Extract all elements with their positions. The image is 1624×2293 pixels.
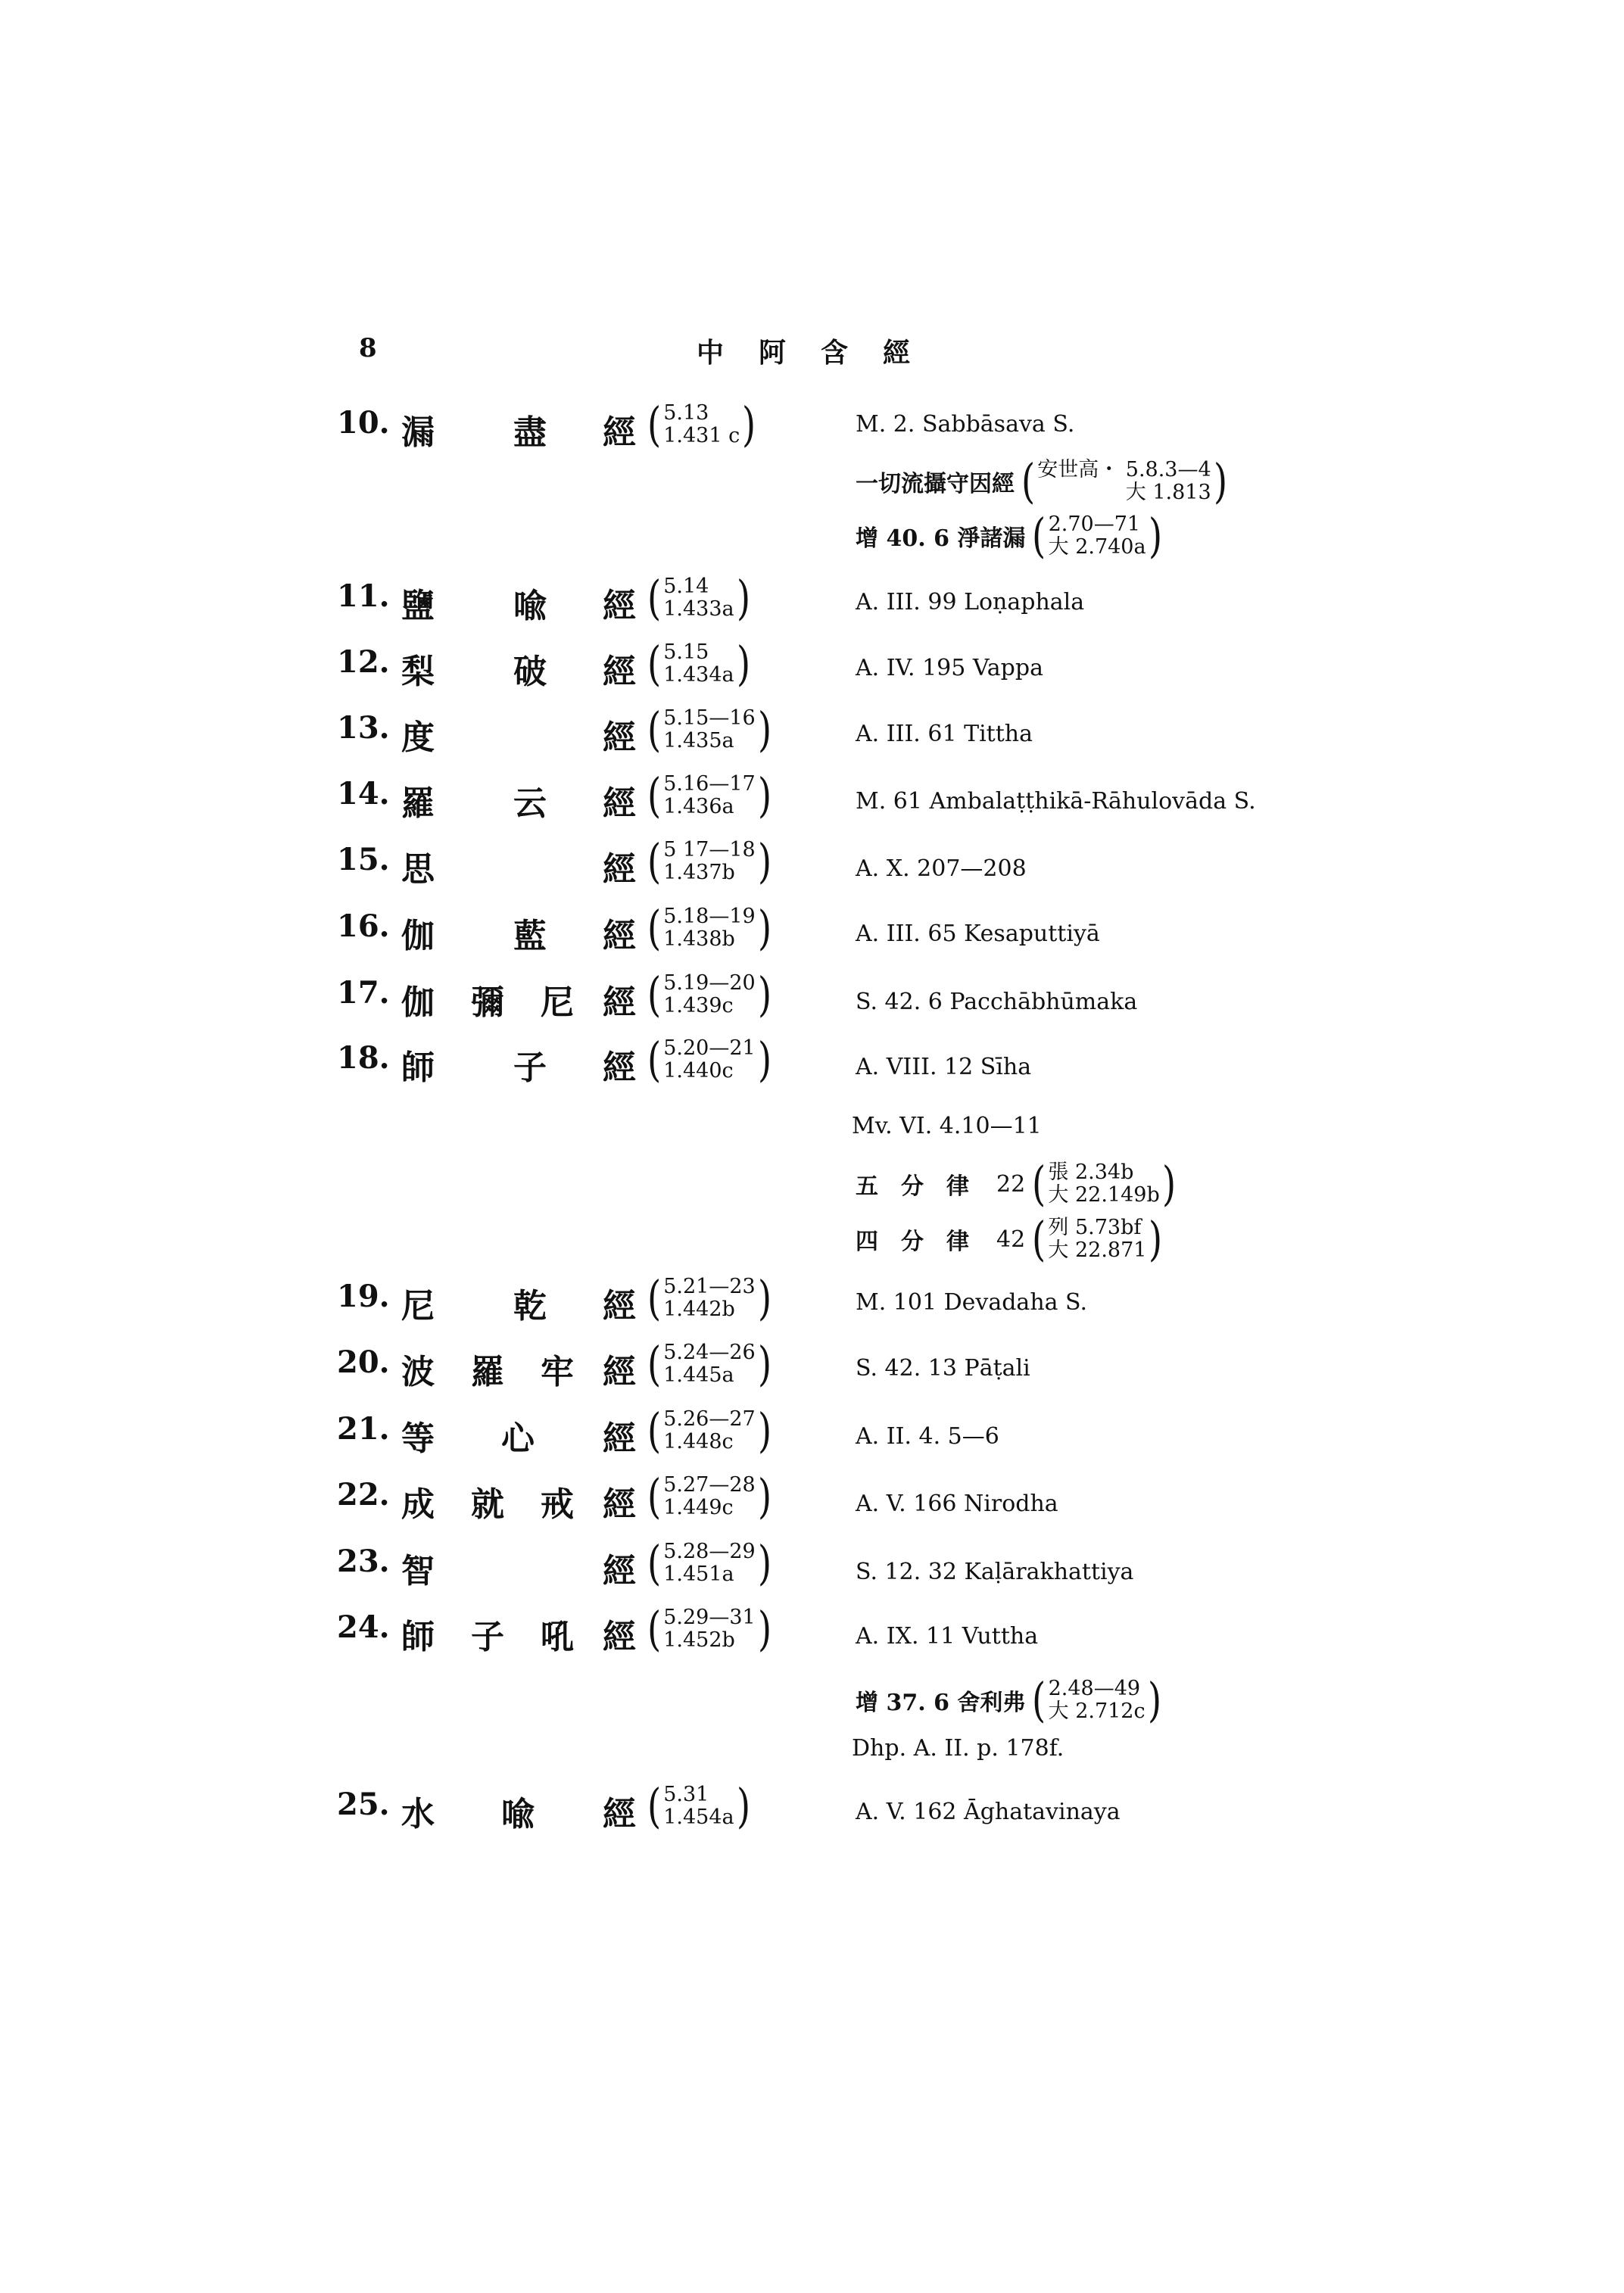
ref-line: 5.18—19 [663, 905, 756, 928]
cross-reference-title: 增 37. 6 舍利弗 [856, 1690, 1026, 1716]
entry-number: 17. [337, 975, 390, 1011]
entry-24 [0, 1601, 1624, 1670]
entry-number: 22. [337, 1477, 390, 1513]
ref-line: 大 2.712c [1048, 1699, 1146, 1723]
title-char: 羅 [401, 784, 435, 823]
cross-reference-title: 一切流攝守因經 [856, 471, 1015, 497]
entry-number: 13. [337, 710, 390, 746]
sutra-title [401, 908, 636, 955]
sutra-title [401, 1411, 636, 1458]
sutra-suffix: 經 [603, 587, 636, 625]
taisho-reference: ( 5.16—17 1.436a ) [647, 768, 771, 823]
title-char: 尼 [401, 1287, 435, 1326]
ref-line: 1.445a [663, 1363, 734, 1387]
pali-parallel: S. 12. 32 Kaḷārakhattiya [856, 1559, 1134, 1585]
running-title [697, 332, 945, 370]
entry-number: 15. [337, 842, 390, 877]
pali-parallel: A. VIII. 12 Sīha [856, 1054, 1032, 1080]
ref-line: 5.19—20 [663, 971, 756, 995]
entry-15 [0, 833, 1624, 902]
ref-line: 5.29—31 [663, 1606, 756, 1629]
title-char: 鹽 [401, 587, 435, 625]
ref-line: 1.435a [663, 729, 734, 752]
title-char: 師 [401, 1048, 435, 1087]
sutra-title [401, 842, 636, 889]
sutra-suffix: 經 [603, 1287, 636, 1326]
ref-line: 大 1.813 [1125, 481, 1211, 504]
title-char: 律 [946, 1229, 969, 1255]
entry-number: 20. [337, 1344, 390, 1380]
cross-reference [856, 1211, 1165, 1266]
entry-number: 10. [337, 405, 390, 441]
title-char: 律 [946, 1173, 969, 1200]
title-char: 藍 [513, 917, 547, 955]
cross-reference [856, 453, 1230, 509]
taisho-reference: ( 5.20—21 1.440c ) [647, 1032, 771, 1087]
sutra-title [401, 710, 636, 757]
taisho-reference: ( 5.31 1.454a ) [647, 1778, 750, 1833]
cross-reference [856, 508, 1164, 563]
ref-line: 1.440c [663, 1059, 734, 1083]
sutra-title [401, 1040, 636, 1087]
entry-16 [0, 900, 1624, 969]
running-title-char: 阿 [759, 337, 788, 369]
taisho-reference: ( 5.13 1.431 c ) [647, 397, 756, 452]
sutra-title [401, 1787, 636, 1833]
running-title-char: 中 [697, 337, 726, 369]
ref-line: 1.433a [663, 597, 734, 621]
entry-23 [0, 1535, 1624, 1604]
entry-number: 25. [337, 1787, 390, 1822]
ref-line: 1.452b [663, 1628, 735, 1652]
taisho-reference: ( 5.21—23 1.442b ) [647, 1270, 771, 1326]
entry-number: 23. [337, 1544, 390, 1579]
title-char: 梨 [401, 653, 435, 691]
ref-line: 5.21—23 [663, 1275, 756, 1298]
taisho-reference: ( 5.15 1.434a ) [647, 636, 750, 691]
sutra-suffix: 經 [603, 917, 636, 955]
pali-parallel: A. III. 99 Loṇaphala [856, 589, 1085, 615]
ref-line: 5.28—29 [663, 1540, 756, 1563]
ref-line: 5.15 [663, 640, 709, 664]
pali-parallel: S. 42. 6 Pacchābhūmaka [856, 989, 1138, 1015]
taisho-reference: ( 5.14 1.433a ) [647, 570, 750, 625]
pali-parallel: A. II. 4. 5—6 [856, 1423, 999, 1450]
title-char: 牢 [541, 1353, 574, 1391]
title-char: 心 [501, 1419, 535, 1458]
title-char: 伽 [401, 917, 435, 955]
title-char: 四 [856, 1229, 878, 1255]
running-title-char: 經 [883, 337, 912, 369]
pali-parallel: Mv. VI. 4.10—11 [852, 1113, 1042, 1139]
sutra-suffix: 經 [603, 983, 636, 1022]
title-char: 喩 [501, 1795, 535, 1833]
cross-reference-title: 增 40. 6 淨諸漏 [856, 525, 1026, 552]
title-char: 漏 [401, 413, 435, 452]
ref-line: 1.437b [663, 861, 735, 884]
entry-number: 14. [337, 776, 390, 812]
entry-17 [0, 967, 1624, 1036]
commentary-reference: Dhp. A. II. p. 178f. [852, 1735, 1064, 1762]
entry-20 [0, 1336, 1624, 1405]
ref-line: 大 22.149b [1048, 1183, 1160, 1207]
ref-line: 大 2.740a [1048, 535, 1146, 559]
taisho-reference: ( 5.29—31 1.452b ) [647, 1601, 771, 1656]
taisho-reference: ( 5.19—20 1.439c ) [647, 967, 771, 1022]
entry-22 [0, 1469, 1624, 1537]
ref-line: 2.70—71 [1048, 512, 1141, 536]
entry-25 [0, 1778, 1624, 1847]
entry-13 [0, 702, 1624, 771]
title-char: 度 [401, 718, 435, 757]
title-char: 波 [401, 1353, 435, 1391]
sutra-title [401, 975, 636, 1022]
ref-line: 列 5.73bf [1048, 1216, 1142, 1239]
entry-19 [0, 1270, 1624, 1339]
sutra-suffix: 經 [603, 413, 636, 452]
pali-parallel: A. IX. 11 Vuttha [856, 1623, 1039, 1650]
entry-11 [0, 570, 1624, 639]
running-title-char: 含 [821, 337, 850, 369]
cross-reference-number: 42 [996, 1226, 1026, 1253]
sutra-title [401, 644, 636, 691]
sutra-suffix: 經 [603, 850, 636, 889]
ref-line: 大 22.871 [1048, 1238, 1147, 1262]
ref-line: 5.31 [663, 1783, 709, 1806]
cross-reference [856, 1672, 1164, 1728]
sutra-suffix: 經 [603, 1485, 636, 1524]
ref-line: 5.14 [663, 575, 709, 598]
ref-line: 1.438b [663, 927, 735, 951]
cross-reference-title [856, 1223, 992, 1256]
taisho-reference: ( 5.28—29 1.451a ) [647, 1535, 771, 1590]
title-char: 彌 [471, 983, 504, 1022]
title-char: 乾 [513, 1287, 547, 1326]
ref-line: 5.27—28 [663, 1473, 756, 1497]
sutra-title [401, 1344, 636, 1391]
entry-14 [0, 768, 1624, 837]
title-char: 思 [401, 850, 435, 889]
ref-line: 5.26—27 [663, 1407, 756, 1431]
cross-reference [856, 1156, 1178, 1211]
entry-number: 24. [337, 1609, 390, 1645]
entry-18 [0, 1032, 1624, 1101]
taisho-reference: ( 5.26—27 1.448c ) [647, 1403, 771, 1458]
ref-line: 1.449c [663, 1496, 734, 1519]
ref-line: 1.436a [663, 795, 734, 818]
ref-line: 1.431 c [663, 424, 740, 447]
cross-reference-ref: ( 2.48—49 大 2.712c ) [1032, 1672, 1161, 1728]
sutra-suffix: 經 [603, 1048, 636, 1087]
title-char: 羅 [471, 1353, 504, 1391]
pali-parallel: A. III. 61 Tittha [856, 721, 1033, 747]
ref-line: 5.16—17 [663, 772, 756, 796]
entry-number: 18. [337, 1040, 390, 1076]
entry-number: 16. [337, 908, 390, 944]
ref-line: 5.15—16 [663, 706, 756, 730]
pali-parallel: M. 61 Ambalaṭṭhikā-Rāhulovāda S. [856, 788, 1256, 815]
ref-line: 張 2.34b [1048, 1161, 1134, 1184]
ref-line: 1.454a [663, 1805, 734, 1829]
title-char: 戒 [541, 1485, 574, 1524]
ref-line: 1.439c [663, 994, 734, 1017]
title-char: 云 [513, 784, 547, 823]
title-char: 師 [401, 1618, 435, 1656]
pali-parallel: A. V. 166 Nirodha [856, 1491, 1058, 1517]
taisho-reference: ( 5.24—26 1.445a ) [647, 1336, 771, 1391]
sutra-title [401, 1609, 636, 1656]
sutra-title [401, 405, 636, 452]
entry-number: 19. [337, 1279, 390, 1314]
ref-line: 1.442b [663, 1298, 735, 1321]
sutra-suffix: 經 [603, 1353, 636, 1391]
title-char: 破 [513, 653, 547, 691]
sutra-suffix: 經 [603, 1795, 636, 1833]
cross-reference-ref: ( 安世高・ 5.8.3—4 大 1.813 ) [1021, 453, 1227, 509]
pali-parallel: M. 101 Devadaha S. [856, 1289, 1088, 1316]
pali-parallel: S. 42. 13 Pāṭali [856, 1355, 1030, 1382]
title-char: 水 [401, 1795, 435, 1833]
ref-line: 5 17—18 [663, 838, 756, 861]
sutra-title [401, 1544, 636, 1590]
sutra-suffix: 經 [603, 784, 636, 823]
taisho-reference: ( 5.15—16 1.435a ) [647, 702, 771, 757]
title-char: 就 [471, 1485, 504, 1524]
ref-line: 5.13 [663, 401, 709, 425]
sutra-title [401, 1477, 636, 1524]
entry-number: 11. [337, 578, 390, 614]
sutra-suffix: 經 [603, 1419, 636, 1458]
sutra-suffix: 經 [603, 1552, 636, 1590]
ref-line: 5.20—21 [663, 1036, 756, 1060]
title-char: 子 [513, 1048, 547, 1087]
entry-21 [0, 1403, 1624, 1472]
title-char: 喩 [513, 587, 547, 625]
title-char: 盡 [513, 413, 547, 452]
title-char: 伽 [401, 983, 435, 1022]
cross-reference-title [856, 1167, 992, 1201]
sutra-suffix: 經 [603, 718, 636, 757]
title-char: 五 [856, 1173, 878, 1200]
cross-reference-ref: ( 2.70—71 大 2.740a ) [1032, 508, 1162, 563]
ref-line: 安世高・ 5.8.3—4 [1037, 458, 1211, 481]
title-char: 智 [401, 1552, 435, 1590]
page-number: 8 [359, 333, 377, 363]
ref-line: 1.451a [663, 1562, 734, 1586]
pali-parallel: A. IV. 195 Vappa [856, 655, 1043, 681]
sutra-title [401, 578, 636, 625]
taisho-reference: ( 5.27—28 1.449c ) [647, 1469, 771, 1524]
pali-parallel: A. X. 207—208 [856, 855, 1027, 882]
title-char: 分 [901, 1173, 924, 1200]
sutra-suffix: 經 [603, 653, 636, 691]
title-char: 吼 [541, 1618, 574, 1656]
cross-reference-number: 22 [996, 1170, 1026, 1198]
title-char: 子 [471, 1618, 504, 1656]
title-char: 成 [401, 1485, 435, 1524]
ref-line: 1.448c [663, 1430, 734, 1453]
ref-line: 2.48—49 [1048, 1677, 1141, 1700]
title-char: 分 [901, 1229, 924, 1255]
ref-line: 1.434a [663, 663, 734, 687]
pali-parallel: A. III. 65 Kesaputtiyā [856, 921, 1100, 947]
title-char: 等 [401, 1419, 435, 1458]
title-char: 尼 [541, 983, 574, 1022]
entry-12 [0, 636, 1624, 705]
sutra-title [401, 776, 636, 823]
cross-reference-ref: ( 張 2.34b 大 22.149b ) [1032, 1156, 1176, 1211]
cross-reference-ref: ( 列 5.73bf 大 22.871 ) [1032, 1211, 1163, 1266]
sutra-title [401, 1279, 636, 1326]
sutra-suffix: 經 [603, 1618, 636, 1656]
entry-10 [0, 397, 1624, 466]
ref-line: 5.24—26 [663, 1341, 756, 1364]
entry-number: 12. [337, 644, 390, 680]
entry-number: 21. [337, 1411, 390, 1447]
pali-parallel: M. 2. Sabbāsava S. [856, 411, 1075, 438]
pali-parallel: A. V. 162 Āghatavinaya [856, 1799, 1121, 1825]
taisho-reference: ( 5 17—18 1.437b ) [647, 833, 771, 889]
taisho-reference: ( 5.18—19 1.438b ) [647, 900, 771, 955]
